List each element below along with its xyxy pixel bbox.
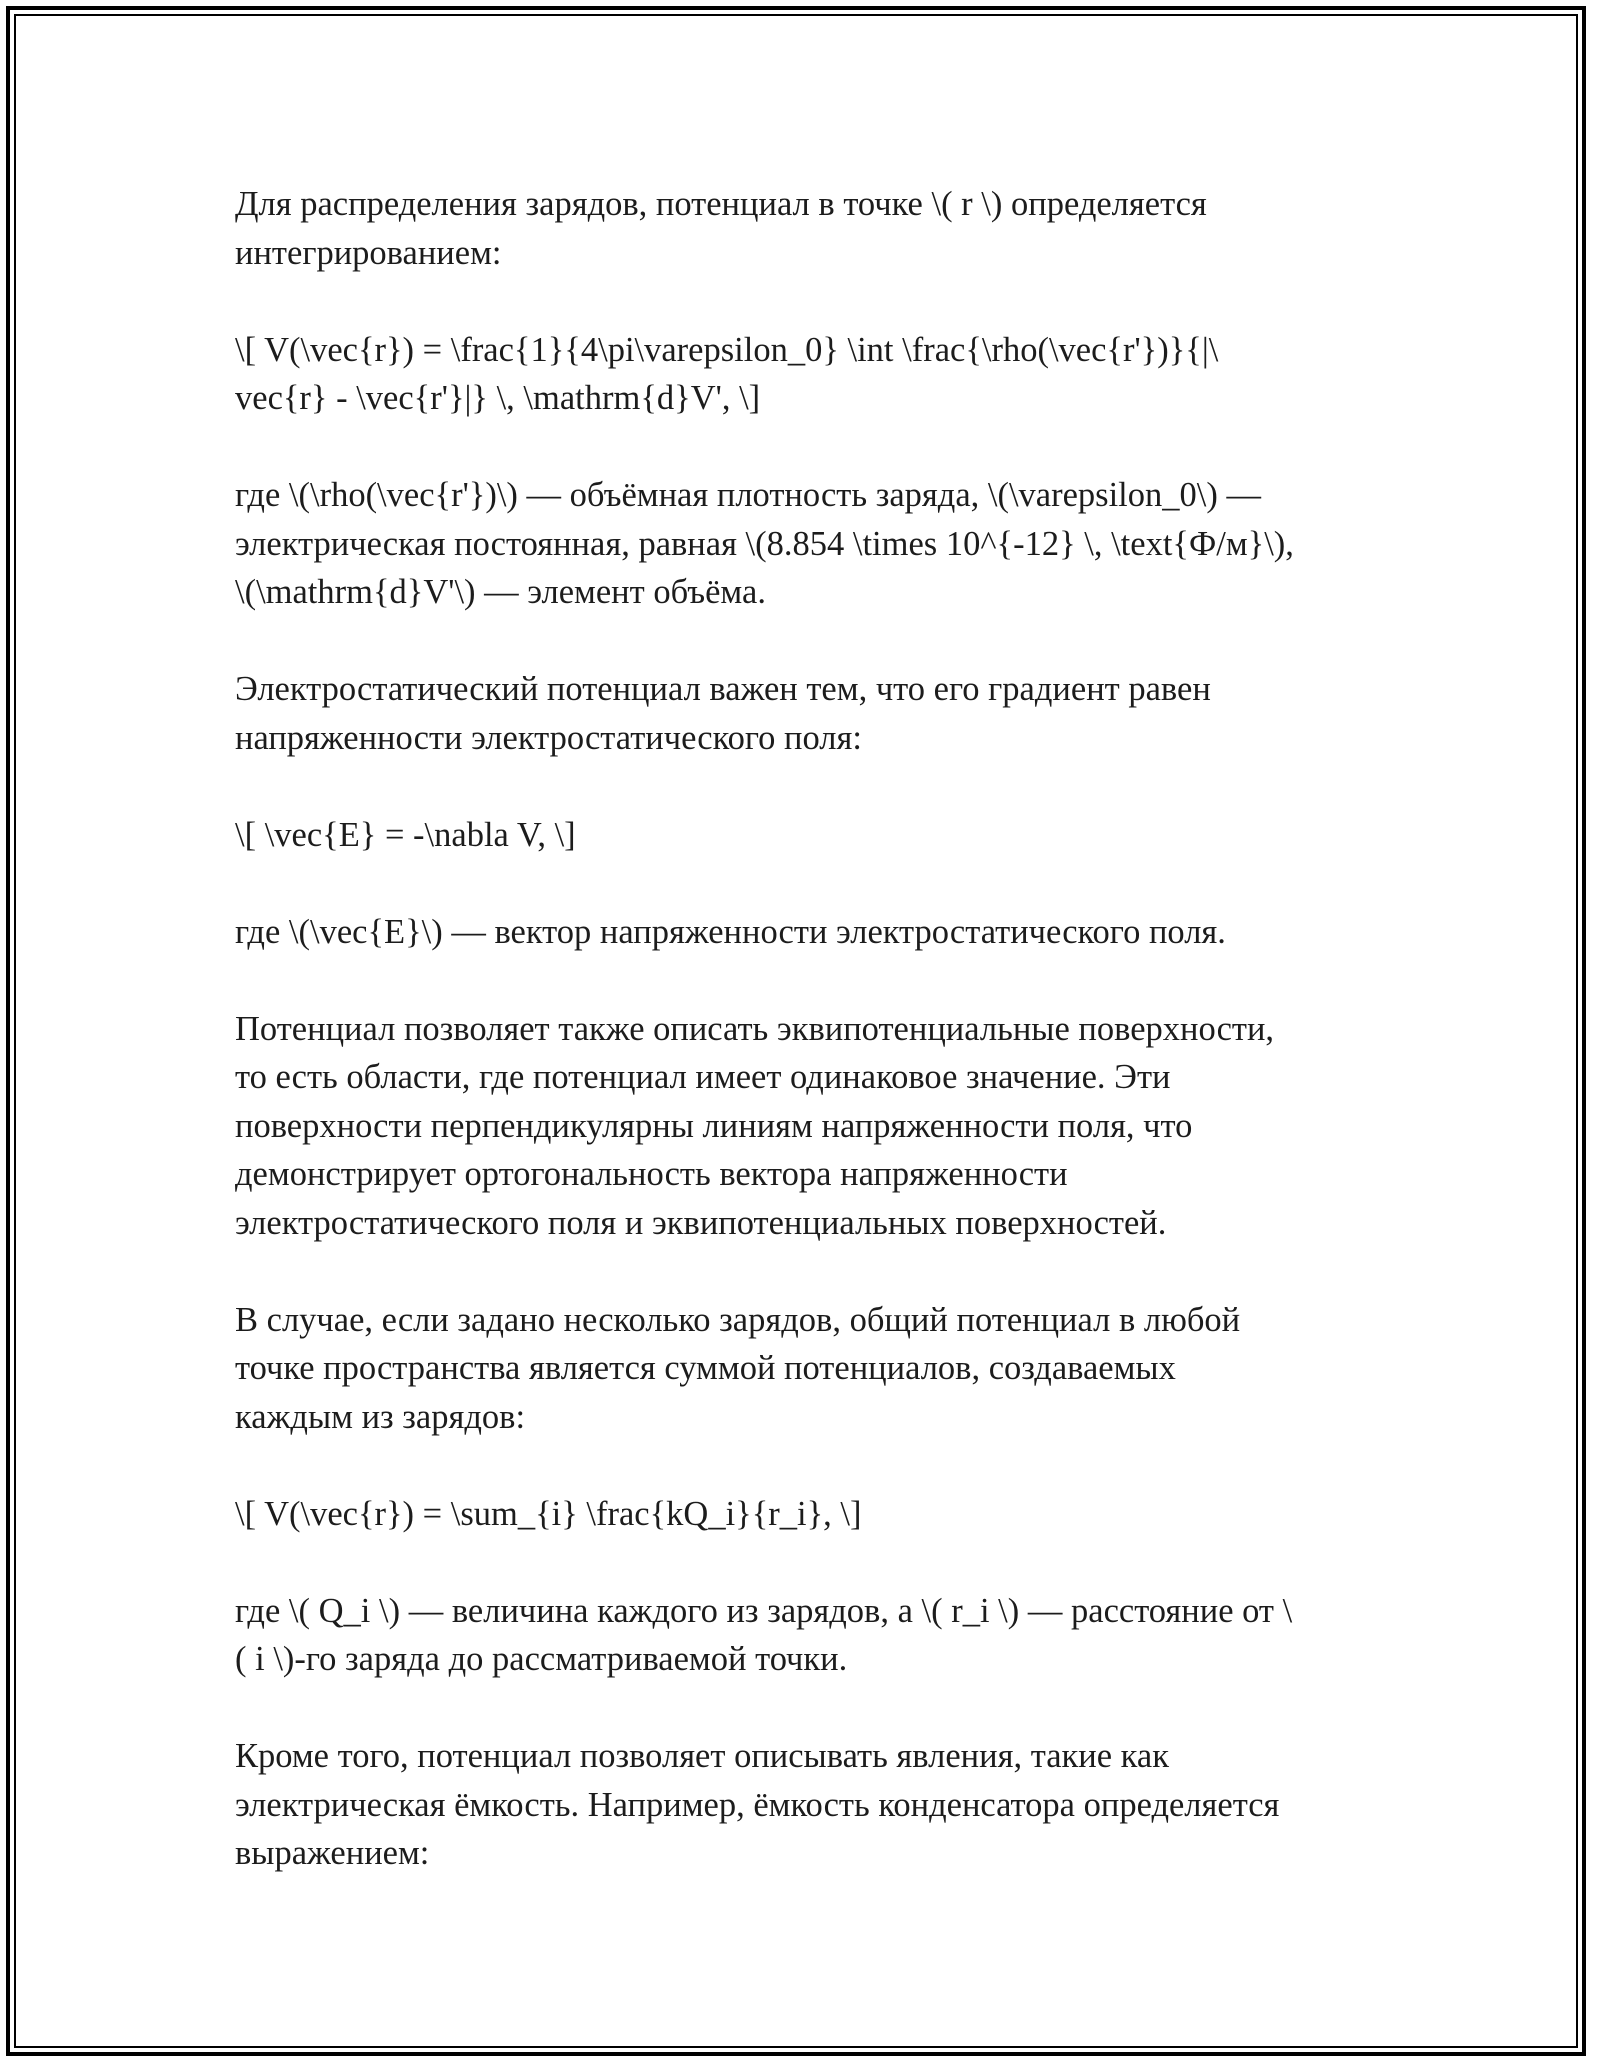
- text-line: то есть области, где потенциал имеет одинаковое значение. Эти: [235, 1058, 1171, 1096]
- text-line: электрическая ёмкость. Например, ёмкость конденсатора определяется: [235, 1785, 1280, 1824]
- text-line: ( i \)-го заряда до рассматриваемой точки.: [235, 1640, 848, 1678]
- text-line: \[ V(\vec{r}) = \sum_{i} \frac{kQ_i}{r_i}, \]: [235, 1494, 862, 1533]
- text-line: Кроме того, потенциал позволяет описывать явления, такие как: [235, 1737, 1169, 1775]
- text-line: электростатического поля и эквипотенциальных поверхностей.: [235, 1203, 1167, 1242]
- paragraph-3: [235, 471, 1375, 617]
- text-line: выражением:: [235, 1834, 430, 1872]
- text-line: \[ \vec{E} = -\nabla V, \]: [235, 815, 576, 854]
- text-line: поверхности перпендикулярны линиям напряженности поля, что: [235, 1106, 1193, 1145]
- text-line: интегрированием:: [235, 233, 502, 272]
- paragraph-7: [235, 1005, 1375, 1248]
- text-line: каждым из зарядов:: [235, 1397, 526, 1436]
- paragraph-8: [235, 1296, 1375, 1442]
- text-line: vec{r} - \vec{r'}|} \, \mathrm{d}V', \]: [235, 379, 761, 417]
- text-line: точке пространства является суммой потенциалов, создаваемых: [235, 1349, 1176, 1387]
- paragraph-11: [235, 1732, 1375, 1878]
- text-line: напряженности электростатического поля:: [235, 718, 862, 757]
- document-body: [235, 180, 1375, 1926]
- text-line: Электростатический потенциал важен тем, что его градиент равен: [235, 670, 1211, 708]
- text-line: где \(\rho(\vec{r'})\) — объёмная плотность заряда, \(\varepsilon_0\) —: [235, 476, 1261, 514]
- text-line: \(\mathrm{d}V'\) — элемент объёма.: [235, 573, 766, 611]
- paragraph-1: [235, 180, 1375, 277]
- paragraph-4: [235, 665, 1375, 762]
- text-line: где \( Q_i \) — величина каждого из зарядов, а \( r_i \) — расстояние от \: [235, 1591, 1293, 1630]
- text-line: Для распределения зарядов, потенциал в точке \( r \) определяется: [235, 185, 1207, 223]
- formula-potential-sum: [235, 1490, 1375, 1539]
- formula-potential-integral: [235, 326, 1375, 423]
- paragraph-10: [235, 1587, 1375, 1684]
- paragraph-6: [235, 908, 1375, 957]
- formula-field-gradient: [235, 811, 1375, 860]
- text-line: где \(\vec{E}\) — вектор напряженности электростатического поля.: [235, 912, 1226, 951]
- text-line: демонстрирует ортогональность вектора напряженности: [235, 1155, 1068, 1193]
- text-line: Потенциал позволяет также описать эквипотенциальные поверхности,: [235, 1009, 1275, 1048]
- text-line: \[ V(\vec{r}) = \frac{1}{4\pi\varepsilon_0} \int \frac{\rho(\vec{r'})}{|\: [235, 330, 1219, 369]
- text-line: электрическая постоянная, равная \(8.854 \times 10^{-12} \, \text{Ф/м}\),: [235, 524, 1294, 563]
- text-line: В случае, если задано несколько зарядов, общий потенциал в любой: [235, 1300, 1241, 1339]
